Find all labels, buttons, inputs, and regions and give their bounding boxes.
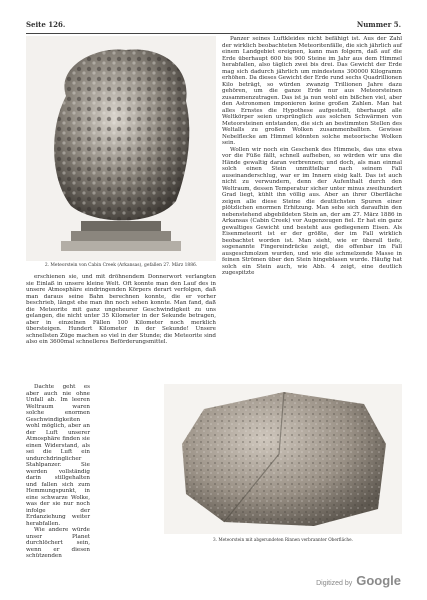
meteorite-photo-bottom [164,384,402,534]
paragraph: erschienen sie, und mit dröhnendem Donnerwort verlangten sie Einlaß in unsere kleine Welt. Oft konnte man den Lauf des in unsere Atmosphäre eindringenden Körpers derart verfolgen, daß man daraus seine Bahn berechnen konnte, die er vorher beschrieb, längst ehe man ihn noch sehen konnte. Man fand, daß die Meteorite mit ganz ungeheurer Geschwindigkeit zu uns gelangen, die nicht unter 35 Kilometer in der Sekunde betragen, aber in einzelnen Fällen 100 Kilometer noch merklich übersteigen. Hundert Kilometer in der Sekunde! Unsere schnellsten Züge machen so viel in der Stunde; die Meteorite sind also ein 3600mal schnelleres Beförderungsmittel. [26,274,216,345]
meteorite-illustration-icon [26,36,216,261]
paragraph: Panzer seines Luftkleides nicht befähigt ist. Aus der Zahl der wirklich beobachteten Meteoritenfälle, die sich jährlich auf einem Landgebiet ereignen, kann man folgern, daß auf die Erde überhaupt 600 bis 900 Steine im Jahr aus dem Himmel herabfallen, also täglich zwei bis drei. Das Gewicht der Erde mag sich dadurch jährlich um mindestens 300000 Kilogramm erhöhen. Da dieses Gewicht der Erde rund sechs Quadrillionen Kilo beträgt, so würden zwanzig Trillionen Jahre dazu gehören, um die ganze Erde nur aus Meteorsteinen zusammenzutragen. Das ist ja nun wohl ein bißchen viel, aber den Astronomen imponieren keine großen Zahlen. Man hat alles Ernstes die Hypothese aufgestellt, überhaupt alle Weltkörper seien ursprünglich aus solchen Schwärmen von Meteorsteinen entstanden, die sich an bestimmten Stellen des Weltalls zu großen Wolken zusammenballten. Gewisse Nebelflecke am Himmel könnten solche meteorische Wolken sein. [222,36,402,146]
paragraph: Wie andere würde unser Planet durchlöchert sein, wenn er diesen schützenden [26,527,90,559]
right-column-text [222,36,402,382]
page-number: Seite 126. [26,20,66,29]
meteorite-photo-cabin-creek [26,36,216,261]
caption-bottom-figure: 3. Meteorstein mit abgerundeten Rinnen verbrannter Oberfläche. [213,537,353,542]
digitized-by-watermark [316,573,401,588]
page-header [26,20,401,32]
left-narrow-column-text [26,384,90,559]
watermark-prefix: Digitized by [316,580,353,587]
paragraph: Wollen wir noch ein Geschenk des Himmels, das uns etwa vor die Füße fällt, schnell aufheben, so würden wir uns die Hände gewaltig daran verbrennen; und doch, als man einmal solch einen Stein unmittelbar nach seinem Fall auseinanderschlug, war er im Innern eisig kalt. Das ist auch nicht zu verwundern, denn der Aufenthalt durch den Weltraum, dessen Temperatur sicher unter minus zweihundert Grad liegt, kühlt ihn völlig aus. Aber an ihrer Oberfläche zeigen alle diese Steine die deutlichsten Spuren einer plötzlichen enormen Erhitzung. Man sehe sich daraufhin den nebenstehend abgebildeten Stein an, der am 27. März 1886 in Arkansas (Cabin Creek) vor Augenzeugen fiel. Er hat ein ganz gewaltiges Gewicht und besteht aus gediegenem Eisen. Als Eisenmeteorit ist er der größte, der im Fall wirklich beobachtet worden ist. Man sieht, wie er überall tiefe, sogenannte Fingereindrücke zeigt, die offenbar im Fall ausgeschmolzen wurden, und wie die schmelzende Masse in feinen Strömen über den Stein hingeblasen wurde. Häufig hat solch ein Stein auch, wie Abb. 4 zeigt, eine deutlich zugespitzte [222,146,402,276]
caption-top-figure: 2. Meteorstein von Cabin Creek (Arkansas), gefallen 27. März 1886. [44,263,198,268]
google-logo: Google [356,573,401,588]
stone-meteorite-icon [164,384,402,534]
header-rule [26,33,401,34]
paragraph: Dachte geht es aber auch nie ohne Unfall ab. Im leeren Weltraum waren solche enormen Geschwindigkeiten wohl möglich, aber an der Luft unserer Atmosphäre finden sie einen Widerstand, als sei die Luft ein undurchdringlicher Stahlpanzer. Sie werden vollständig darin stillgehalten und fallen sich zum Hemmungspunkt, in eine schwarze Wolke, was der sie nur noch infolge der Erdanziehung weiter herabfallen. [26,384,90,527]
left-column-text [26,274,216,384]
issue-number: Nummer 5. [356,20,401,29]
